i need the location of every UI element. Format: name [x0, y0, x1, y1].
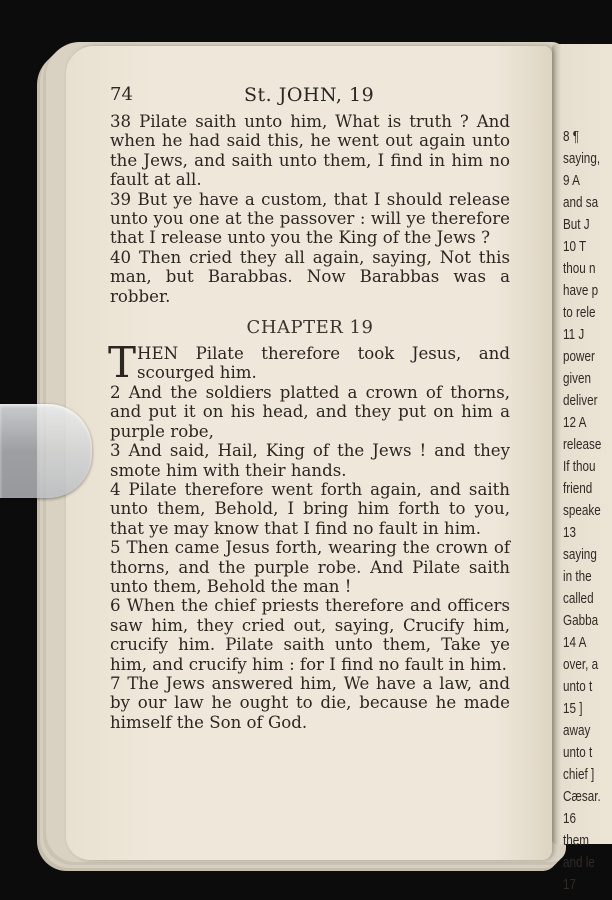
right-line: 17 [563, 876, 577, 893]
right-line: called [563, 590, 594, 607]
right-line: Cæsar. [563, 788, 601, 805]
right-line: and le [563, 854, 595, 871]
verse-6: 6 When the chief priests therefore and officers saw him, they cried out, saying, Crucify him, crucify him. Pilate saith unto them, Take ye him, and crucify him : for I find no fault in him. [110, 596, 510, 674]
right-line: 8 ¶ [563, 128, 580, 145]
verse-3: 3 And said, Hail, King of the Jews ! and they smote him with their hands. [110, 441, 510, 480]
right-line: unto t [563, 678, 593, 695]
page-number: 74 [110, 84, 133, 105]
right-line: saying [563, 546, 597, 563]
right-line: chief ] [563, 766, 595, 783]
verse-4: 4 Pilate therefore went forth again, and saith unto them, Behold, I bring him forth to you, that ye may know that I find no fault in him. [110, 479, 510, 538]
right-line: 14 A [563, 634, 587, 651]
right-line: 12 A [563, 414, 587, 431]
right-line: over, a [563, 656, 599, 673]
right-line: have p [563, 282, 599, 299]
right-line: given [563, 370, 591, 387]
verse-39: 39 But ye have a custom, that I should release unto you one at the passover : will ye therefore that I release unto you the King of the Jews ? [110, 189, 510, 248]
right-line: Gabba [563, 612, 599, 629]
right-line: 10 T [563, 238, 587, 255]
right-line: friend [563, 480, 593, 497]
right-line: unto t [563, 744, 593, 761]
verse-7: 7 The Jews answered him, We have a law, and by our law he ought to die, because he made himself the Son of God. [110, 673, 510, 732]
right-line: 9 A [563, 172, 580, 189]
verse-1 [108, 338, 510, 388]
running-head: St. JOHN, 19 [244, 84, 375, 106]
right-line: deliver [563, 392, 598, 409]
right-line: 11 J [563, 326, 585, 343]
right-line: and sa [563, 194, 599, 211]
right-line: in the [563, 568, 592, 585]
drop-cap: T [108, 338, 137, 388]
right-line: away [563, 722, 591, 739]
right-line: 13 [563, 524, 577, 541]
page-content [110, 84, 510, 732]
verse-1-text: HEN Pilate therefore took Jesus, and scourged him. [137, 344, 510, 383]
page-header [110, 84, 510, 112]
verse-2: 2 And the soldiers platted a crown of thorns, and put it on his head, and they put on him a purple robe, [110, 382, 510, 441]
verse-38: 38 Pilate saith unto him, What is truth ? And when he had said this, he went out again unto the Jews, and saith unto them, I find in him no fault at all. [110, 112, 510, 190]
page-clip [0, 404, 92, 498]
right-line: If thou [563, 458, 596, 475]
chapter-heading: CHAPTER 19 [246, 317, 374, 339]
verse-5: 5 Then came Jesus forth, wearing the crown of thorns, and the purple robe. And Pilate saith unto them, Behold the man ! [110, 538, 510, 596]
right-line: 15 ] [563, 700, 583, 717]
right-line: to rele [563, 304, 596, 321]
right-line: power [563, 348, 595, 365]
right-line: saying, [563, 150, 601, 167]
verse-40: 40 Then cried they all again, saying, Not this man, but Barabbas. Now Barabbas was a robber. [110, 247, 510, 306]
right-line: them [563, 832, 590, 849]
right-line: release [563, 436, 602, 453]
right-line: 16 [563, 810, 577, 827]
right-line: speake [563, 502, 601, 519]
right-page-text [563, 126, 602, 896]
right-line: thou n [563, 260, 596, 277]
right-line: But J [563, 216, 590, 233]
